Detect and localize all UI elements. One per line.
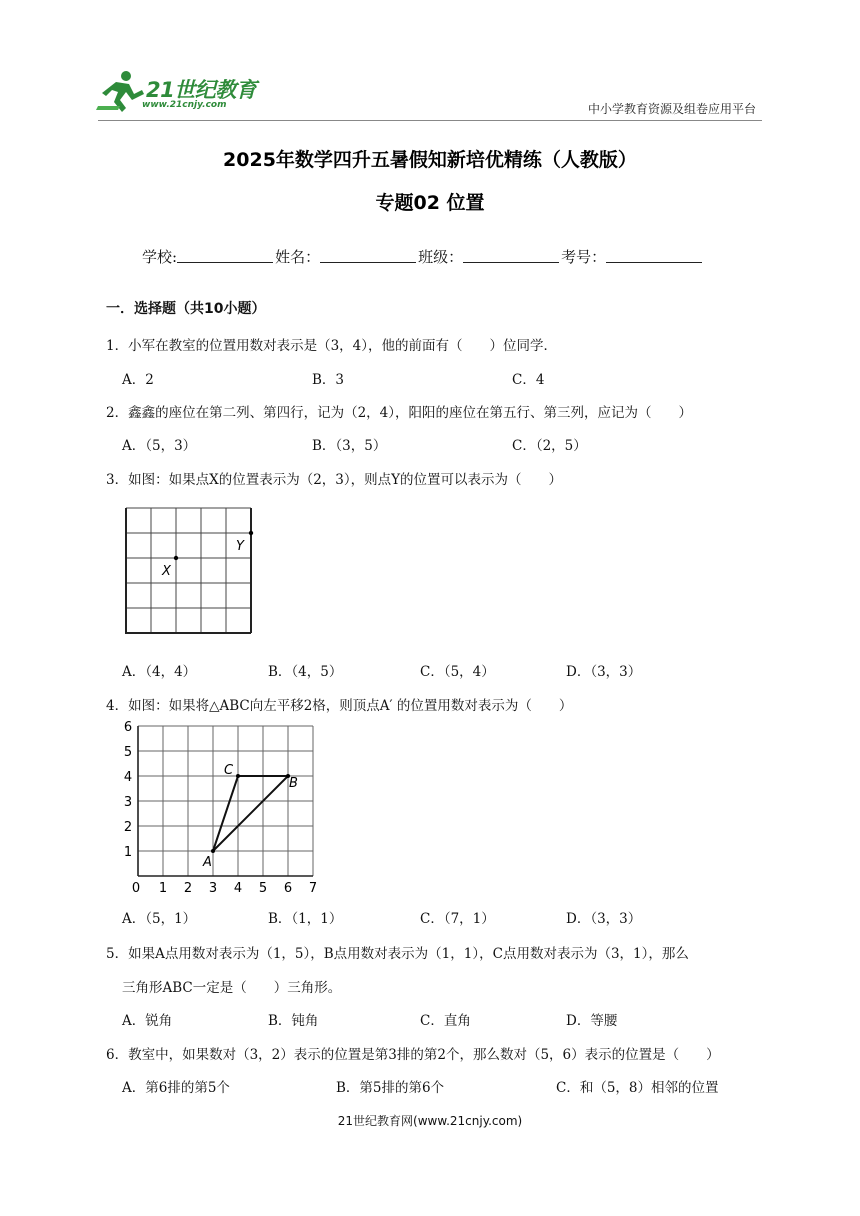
- page-footer: 21世纪教育网(www.21cnjy.com): [337, 1114, 523, 1128]
- q3-option-c[interactable]: C．（5，4）: [420, 664, 495, 680]
- x-tick-0: 0: [131, 881, 141, 896]
- q4-option-d[interactable]: D．（3，3）: [566, 911, 642, 927]
- header-divider: [98, 120, 762, 121]
- vertex-c-label: C: [224, 763, 234, 778]
- q3-grid-figure: [120, 502, 260, 642]
- point-y-dot: [249, 531, 253, 535]
- q6-option-a[interactable]: A．第6排的第5个: [122, 1080, 230, 1096]
- vertex-b-label: B: [289, 776, 298, 791]
- point-x-dot: [174, 556, 178, 560]
- q4-option-b[interactable]: B．（1，1）: [268, 911, 343, 927]
- vertex-a-label: A: [203, 855, 212, 870]
- name-label: 姓名：: [275, 248, 321, 266]
- q2-option-c[interactable]: C．（2，5）: [512, 438, 587, 454]
- x-tick-2: 2: [183, 881, 193, 896]
- x-tick-1: 1: [158, 881, 168, 896]
- question-3-text: 3．如图：如果点X的位置表示为（2，3），则点Y的位置可以表示为（ ）: [106, 472, 563, 488]
- page-title: 2025年数学四升五暑假知新培优精练（人教版）: [223, 149, 637, 171]
- q2-option-b[interactable]: B．（3，5）: [312, 438, 387, 454]
- q6-option-c[interactable]: C．和（5，8）相邻的位置: [556, 1080, 719, 1096]
- school-blank[interactable]: [177, 246, 273, 263]
- q5-option-a[interactable]: A．锐角: [122, 1013, 173, 1029]
- y-tick-4: 4: [123, 770, 133, 785]
- y-tick-5: 5: [123, 745, 133, 760]
- q4-option-c[interactable]: C．（7，1）: [420, 911, 495, 927]
- q4-coordinate-grid: [116, 716, 322, 898]
- platform-name: 中小学教育资源及组卷应用平台: [587, 102, 756, 116]
- question-5-text-line2: 三角形ABC一定是（ ）三角形。: [122, 980, 342, 996]
- q3-option-b[interactable]: B．（4，5）: [268, 664, 343, 680]
- exam-number-label: 考号：: [561, 248, 607, 266]
- class-blank[interactable]: [463, 246, 559, 263]
- question-5-text-line1: 5．如果A点用数对表示为（1，5），B点用数对表示为（1，1），C点用数对表示为（3，1），那么: [106, 946, 689, 962]
- section-title: 一．选择题（共10小题）: [106, 301, 266, 317]
- q3-option-a[interactable]: A．（4，4）: [122, 664, 197, 680]
- q6-option-b[interactable]: B．第5排的第6个: [336, 1080, 445, 1096]
- q5-option-c[interactable]: C．直角: [420, 1013, 471, 1029]
- q4-option-a[interactable]: A．（5，1）: [122, 911, 197, 927]
- q1-option-a[interactable]: A．2: [122, 372, 154, 388]
- question-4-text: 4．如图：如果将△ABC向左平移2格，则顶点A′ 的位置用数对表示为（ ）: [106, 698, 573, 714]
- logo-url: www.21cnjy.com: [142, 100, 227, 110]
- x-tick-7: 7: [308, 881, 318, 896]
- triangle-abc: [213, 776, 288, 851]
- x-tick-6: 6: [283, 881, 293, 896]
- point-y-label: Y: [236, 539, 244, 554]
- y-tick-1: 1: [123, 845, 133, 860]
- school-label: 学校:: [142, 248, 178, 266]
- y-tick-6: 6: [123, 720, 133, 735]
- q1-option-b[interactable]: B．3: [312, 372, 345, 388]
- logo-text: 21世纪教育: [146, 78, 257, 102]
- student-info-row: [142, 246, 704, 267]
- x-tick-5: 5: [258, 881, 268, 896]
- page-subtitle: 专题02 位置: [375, 192, 485, 214]
- q5-option-d[interactable]: D．等腰: [566, 1013, 618, 1029]
- x-tick-4: 4: [233, 881, 243, 896]
- q2-option-a[interactable]: A．（5，3）: [122, 438, 197, 454]
- name-blank[interactable]: [320, 246, 416, 263]
- q1-option-c[interactable]: C．4: [512, 372, 545, 388]
- point-x-label: X: [162, 564, 171, 579]
- x-tick-3: 3: [208, 881, 218, 896]
- q3-option-d[interactable]: D．（3，3）: [566, 664, 642, 680]
- class-label: 班级：: [418, 248, 464, 266]
- site-logo: [96, 68, 266, 118]
- question-1-text: 1．小军在教室的位置用数对表示是（3，4），他的前面有（ ）位同学．: [106, 338, 558, 354]
- exam-number-blank[interactable]: [606, 246, 702, 263]
- y-tick-3: 3: [123, 795, 133, 810]
- question-6-text: 6．教室中，如果数对（3，2）表示的位置是第3排的第2个，那么数对（5，6）表示的位置是（ ）: [106, 1047, 720, 1063]
- y-tick-2: 2: [123, 820, 133, 835]
- question-2-text: 2．鑫鑫的座位在第二列、第四行，记为（2，4），阳阳的座位在第五行、第三列，应记为（ ）: [106, 405, 693, 421]
- runner-logo-icon: [96, 68, 146, 114]
- q5-option-b[interactable]: B．钝角: [268, 1013, 319, 1029]
